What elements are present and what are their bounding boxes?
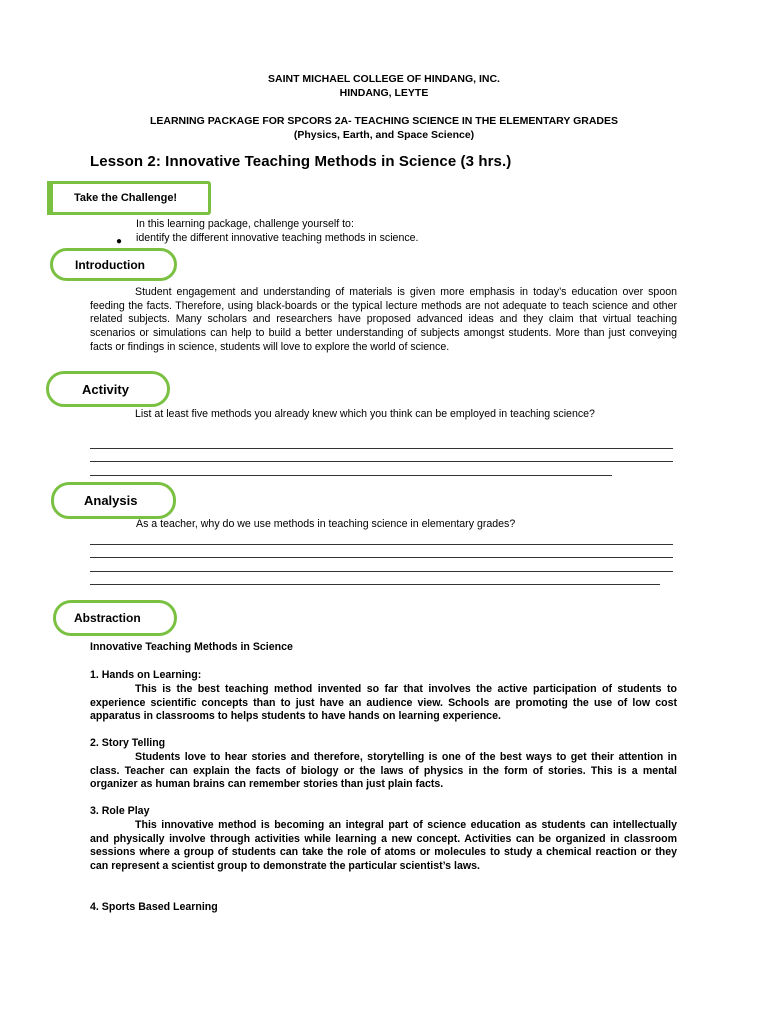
method-title: 2. Story Telling: [90, 737, 166, 749]
bullet-icon: ●: [116, 236, 123, 247]
method-text: This is the best teaching method invented so far that involves the active participation of students to experience scientific concepts than to just have an audience view. Schools are promoting the use of low cost apparatus in classrooms to helps students to have hands on learning experience.: [90, 683, 677, 723]
challenge-intro: In this learning package, challenge yourself to:: [136, 218, 354, 230]
college-location: HINDANG, LEYTE: [339, 87, 429, 99]
introduction-label: Introduction: [75, 257, 145, 272]
answer-line: [90, 544, 673, 545]
package-subject: (Physics, Earth, and Space Science): [293, 129, 475, 141]
activity-question: List at least five methods you already knew which you think can be employed in teaching science?: [135, 408, 595, 420]
answer-line: [90, 448, 673, 449]
method-title: 3. Role Play: [90, 805, 150, 817]
abstraction-pill: [53, 600, 177, 636]
activity-label: Activity: [82, 381, 129, 397]
method-title: 1. Hands on Learning:: [90, 669, 202, 681]
introduction-pill: [50, 248, 177, 281]
analysis-label: Analysis: [84, 493, 138, 508]
challenge-bullet: identify the different innovative teaching methods in science.: [136, 232, 419, 244]
answer-line: [90, 571, 673, 572]
take-challenge-box: [47, 181, 211, 215]
activity-pill: [46, 371, 170, 407]
analysis-question: As a teacher, why do we use methods in teaching science in elementary grades?: [136, 518, 516, 530]
method-title: 4. Sports Based Learning: [90, 901, 218, 913]
method-text: Students love to hear stories and therefore, storytelling is one of the best ways to get their attention in class. Teacher can explain the facts of biology or the laws of physics in the form of stories. This is a mental organizer as human brains can remember stories than just plain facts.: [90, 751, 677, 791]
abstraction-label: Abstraction: [74, 611, 141, 625]
answer-line: [90, 475, 612, 476]
analysis-pill: [51, 482, 176, 519]
introduction-text: Student engagement and understanding of materials is given more emphasis in today’s education over spoon feeding the facts. Therefore, using black-boards or the typical lecture methods are not adequate to teach science and other related subjects. Many scholars and researchers have proposed advanced ideas and they claim that virtual teaching scenarios or simulations can help to build a better understanding of subjects amongst students. More than just conveying facts or findings in science, students will love to explore the world of science.: [90, 286, 677, 353]
take-challenge-label: Take the Challenge!: [74, 192, 178, 204]
answer-line: [90, 461, 673, 462]
package-title: LEARNING PACKAGE FOR SPCORS 2A- TEACHING SCIENCE IN THE ELEMENTARY GRADES: [149, 115, 619, 127]
college-name: SAINT MICHAEL COLLEGE OF HINDANG, INC.: [268, 73, 500, 85]
answer-line: [90, 557, 673, 558]
lesson-title: Lesson 2: Innovative Teaching Methods in Science (3 hrs.): [90, 153, 512, 170]
abstraction-heading: Innovative Teaching Methods in Science: [90, 641, 293, 653]
answer-line: [90, 584, 660, 585]
method-text: This innovative method is becoming an integral part of science education as students can intellectually and physically involve through activities while learning a new concept. Activities can be organized in classroom sessions where a group of students can take the role of atoms or molecules to study a chemical reaction or they can represent a scientist group to demonstrate the particular scientist’s laws.: [90, 819, 677, 873]
